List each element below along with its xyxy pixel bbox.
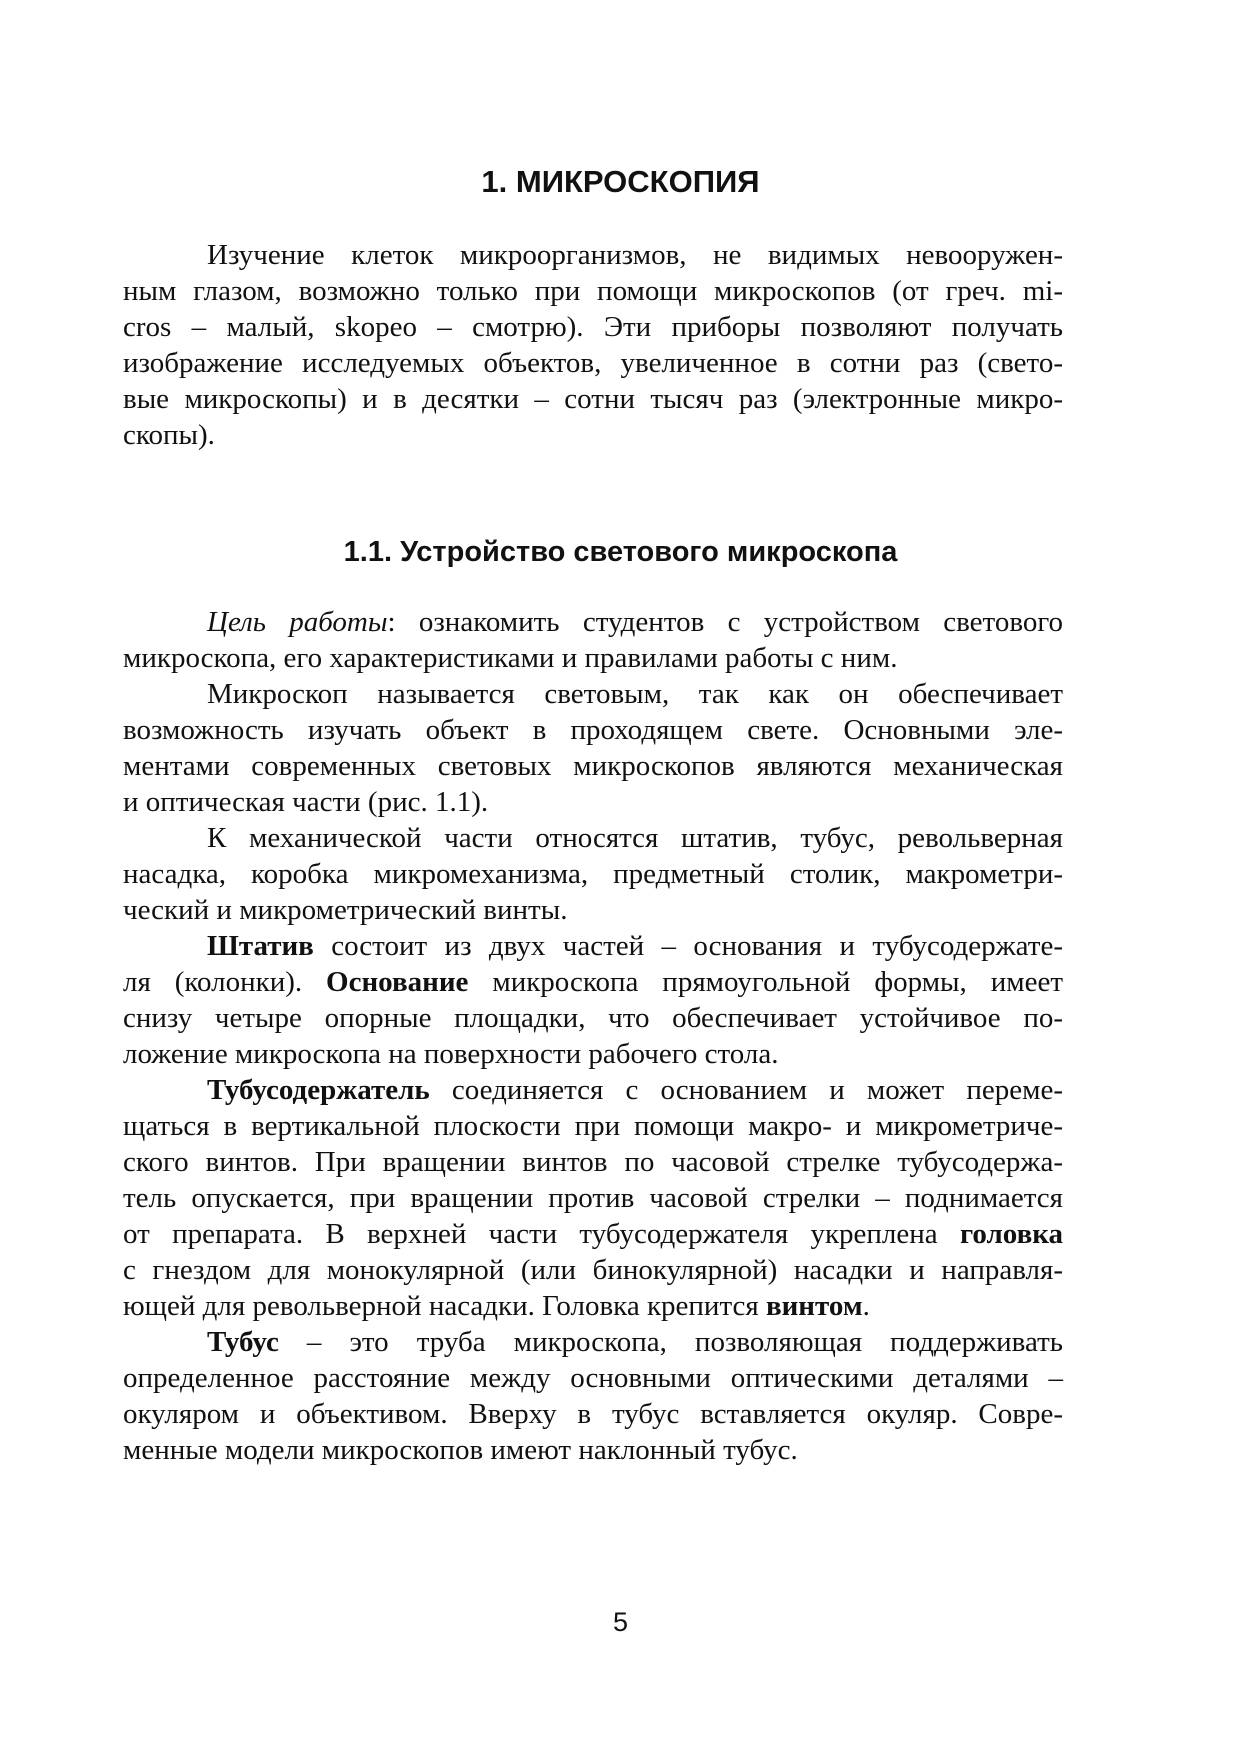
text-line: ского винтов. При вращении винтов по часовой стрелке тубусодержа-	[123, 1146, 1063, 1178]
text-line: ложение микроскопа на поверхности рабочего стола.	[123, 1038, 779, 1070]
section-body	[123, 604, 1063, 1468]
text-fragment: от препарата. В верхней части тубусодержателя укреплена	[123, 1218, 960, 1250]
text-fragment: ющей для револьверной насадки. Головка крепится	[123, 1290, 766, 1322]
text-line: ческий и микрометрический винты.	[123, 894, 568, 926]
text-line: и оптическая части (рис. 1.1).	[123, 786, 489, 818]
goal-text: : ознакомить студентов с устройством светового	[387, 606, 1063, 638]
text-line: ментами современных световых микроскопов являются механическая	[123, 750, 1063, 782]
text-line: Микроскоп называется световым, так как он обеспечивает	[207, 678, 1063, 710]
text-line: определенное расстояние между основными оптическими деталями –	[123, 1362, 1063, 1394]
term-golovka: головка	[959, 1218, 1063, 1250]
text-line: Изучение клеток микроорганизмов, не видимых невооружен-	[207, 239, 1063, 271]
text-fragment: соединяется с основанием и может переме-	[429, 1074, 1063, 1106]
term-tubusoderzhatel: Тубусодержатель	[207, 1074, 430, 1106]
goal-line	[123, 604, 1063, 640]
text-fragment: микроскопа прямоугольной формы, имеет	[468, 966, 1063, 998]
tubusoderzhatel-line	[123, 1072, 1063, 1108]
text-line: изображение исследуемых объектов, увеличенное в сотни раз (свето-	[123, 347, 1063, 379]
goal-label: Цель работы	[207, 606, 388, 638]
text-line: микроскопа, его характеристиками и правилами работы с ним.	[123, 642, 898, 674]
text-line: ным глазом, возможно только при помощи микроскопов (от греч. mi-	[123, 275, 1063, 307]
text-line: возможность изучать объект в проходящем свете. Основными эле-	[123, 714, 1063, 746]
text-line: скопы).	[123, 419, 215, 451]
text-line: менные модели микроскопов имеют наклонный тубус.	[123, 1434, 798, 1466]
text-line: cros – малый, skopeo – смотрю). Эти приборы позволяют получать	[123, 311, 1063, 343]
golovka-line	[123, 1216, 1063, 1252]
chapter-heading: 1. МИКРОСКОПИЯ	[481, 164, 760, 199]
text-line: тель опускается, при вращении против часовой стрелки – поднимается	[123, 1182, 1063, 1214]
text-line: К механической части относятся штатив, тубус, револьверная	[207, 822, 1063, 854]
shtativ-line	[123, 928, 1063, 964]
text-line: окуляром и объективом. Вверху в тубус вставляется окуляр. Совре-	[123, 1398, 1063, 1430]
vint-line	[123, 1288, 1063, 1324]
text-line: насадка, коробка микромеханизма, предметный столик, макрометри-	[123, 858, 1063, 890]
term-shtativ: Штатив	[207, 930, 314, 962]
text-fragment: – это труба микроскопа, позволяющая поддерживать	[278, 1326, 1063, 1358]
text-fragment: состоит из двух частей – основания и тубусодержате-	[313, 930, 1063, 962]
term-osnovanie: Основание	[326, 966, 469, 998]
section-heading: 1.1. Устройство светового микроскопа	[343, 536, 898, 568]
term-tubus: Тубус	[207, 1326, 279, 1358]
osnovanie-line	[123, 964, 1063, 1000]
tubus-line	[123, 1324, 1063, 1360]
term-vint: винтом	[765, 1290, 863, 1322]
text-line: с гнездом для монокулярной (или бинокулярной) насадки и направля-	[123, 1254, 1063, 1286]
intro-paragraph	[123, 237, 1063, 453]
text-line: вые микроскопы) и в десятки – сотни тысяч раз (электронные микро-	[123, 383, 1063, 415]
page-number: 5	[612, 1607, 629, 1637]
text-fragment: ля (колонки).	[123, 966, 327, 998]
text-line: снизу четыре опорные площадки, что обеспечивает устойчивое по-	[123, 1002, 1063, 1034]
text-line: щаться в вертикальной плоскости при помощи макро- и микрометриче-	[123, 1110, 1063, 1142]
text-fragment: .	[862, 1290, 870, 1322]
